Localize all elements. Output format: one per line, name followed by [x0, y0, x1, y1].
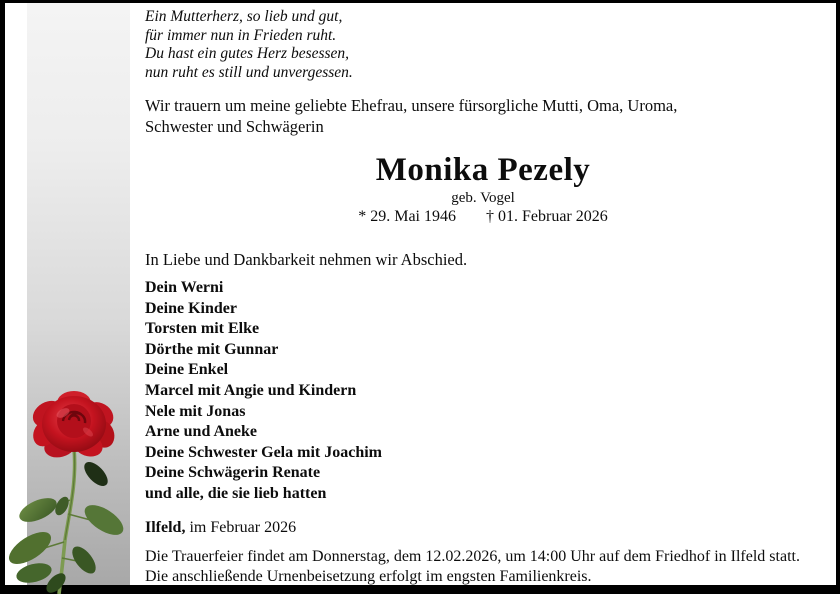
mourner-line: Deine Enkel [145, 361, 229, 379]
mourner-line: Dörthe mit Gunnar [145, 340, 279, 358]
farewell-line: In Liebe und Dankbarkeit nehmen wir Abschied. [145, 250, 468, 269]
place-and-date [145, 518, 826, 538]
deceased-name: Monika Pezely [375, 152, 591, 188]
mourner-line: Deine Kinder [145, 299, 237, 317]
poem-line: Ein Mutterherz, so lieb und gut, [145, 8, 343, 25]
poem-line: für immer nun in Frieden ruht. [145, 26, 337, 44]
funeral-information: Die Trauerfeier findet am Donnerstag, dem 12.02.2026, um 14:00 Uhr auf dem Friedhof in Ilfeld statt. Die anschließende Urnenbeisetzung erfolgt im engsten Familienkreis. [145, 547, 800, 585]
mourner-line: Deine Schwägerin Renate [145, 464, 321, 482]
death-date: † 01. Februar 2026 [486, 208, 608, 225]
mourner-line: Arne und Aneke [145, 423, 258, 441]
life-dates [145, 207, 821, 227]
deceased-block [145, 151, 821, 227]
poem-line: Du hast ein gutes Herz besessen, [145, 45, 350, 62]
mourners-list [145, 278, 826, 505]
mourner-line: Marcel mit Angie und Kindern [145, 381, 357, 399]
mourner-line: Torsten mit Elke [145, 320, 260, 338]
birth-date: * 29. Mai 1946 [358, 208, 456, 225]
memorial-poem [145, 3, 826, 82]
place-name: Ilfeld, [145, 518, 186, 536]
maiden-name: geb. Vogel [451, 190, 515, 206]
mourner-line: Dein Werni [145, 279, 224, 296]
place-date: im Februar 2026 [185, 518, 297, 536]
mourner-line: Deine Schwester Gela mit Joachim [145, 443, 382, 461]
mourning-intro-text: Wir trauern um meine geliebte Ehefrau, unsere fürsorgliche Mutti, Oma, Uroma, Schwester und Schwägerin [145, 96, 678, 136]
poem-line: nun ruht es still und unvergessen. [145, 63, 353, 81]
red-rose-image [0, 382, 140, 594]
mourner-line: und alle, die sie lieb hatten [145, 484, 327, 502]
mourner-line: Nele mit Jonas [145, 402, 246, 420]
notice-content [145, 3, 826, 585]
